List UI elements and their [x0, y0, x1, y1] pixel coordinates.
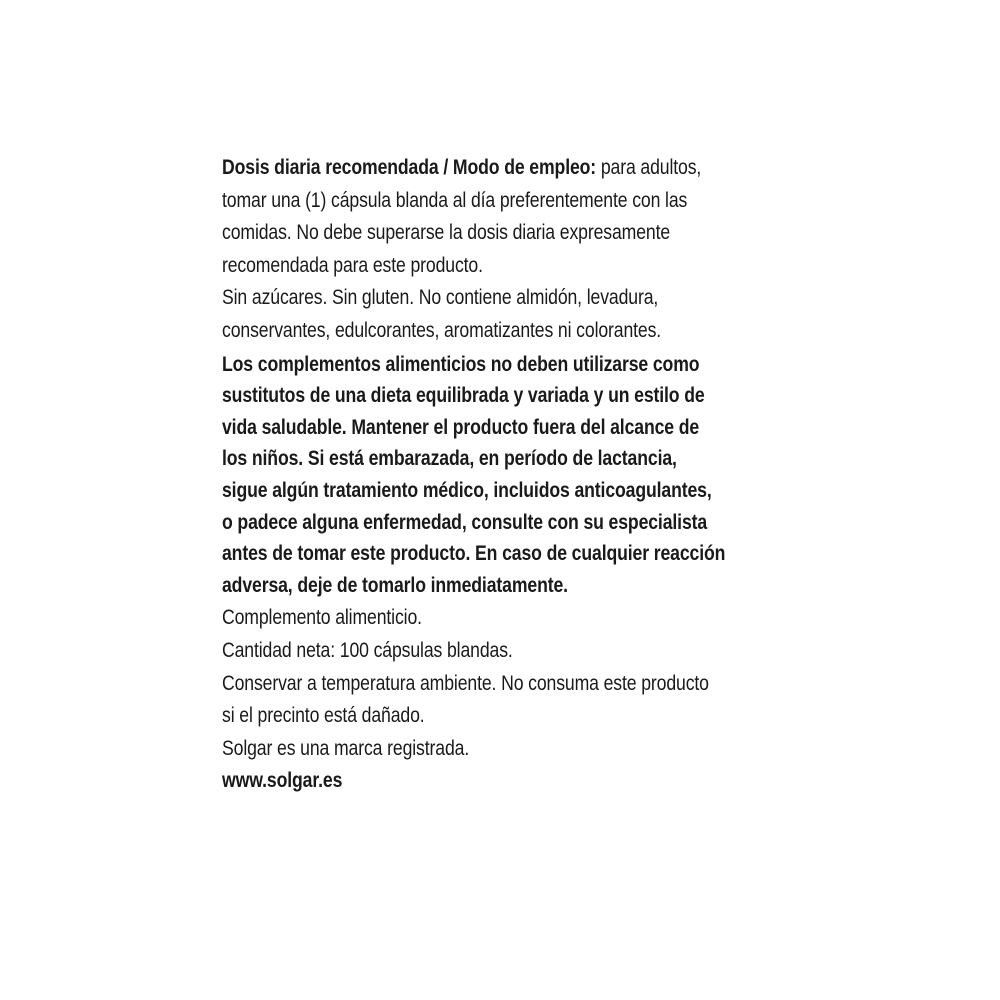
dosage-heading: Dosis diaria recomendada / Modo de empleo: [222, 156, 597, 179]
storage-paragraph: Conservar a temperatura ambiente. No consuma este producto si el precinto está dañado. [222, 671, 709, 728]
free-from-paragraph: Sin azúcares. Sin gluten. No contiene almidón, levadura, conservantes, edulcorantes, aromatizantes ni colorantes. [222, 286, 662, 342]
warning-paragraph: Los complementos alimenticios no deben utilizarse como sustitutos de una dieta equilibrada y variada y un estilo de vida saludable. Mantener el producto fuera del alcance de los niños. Si está embarazada, en período de lactancia, sigue algún tratamiento médico, incluidos anticoagulantes, o padece alguna enfermedad, consulte con su especialista antes de tomar este producto. En caso de cualquier reacción adversa, deje de tomarlo inmediatamente. [222, 352, 726, 597]
website-link: www.solgar.es [222, 769, 343, 793]
trademark-paragraph: Solgar es una marca registrada. [222, 736, 470, 760]
dosage-paragraph [222, 152, 726, 282]
product-type-paragraph: Complemento alimenticio. [222, 606, 422, 630]
net-quantity-paragraph: Cantidad neta: 100 cápsulas blandas. [222, 638, 513, 662]
dosage-text: para adultos, tomar una (1) cápsula blanda al día preferentemente con las comidas. No debe superarse la dosis diaria expresamente recomendada para este producto. [222, 156, 702, 277]
product-label-text [222, 152, 726, 798]
